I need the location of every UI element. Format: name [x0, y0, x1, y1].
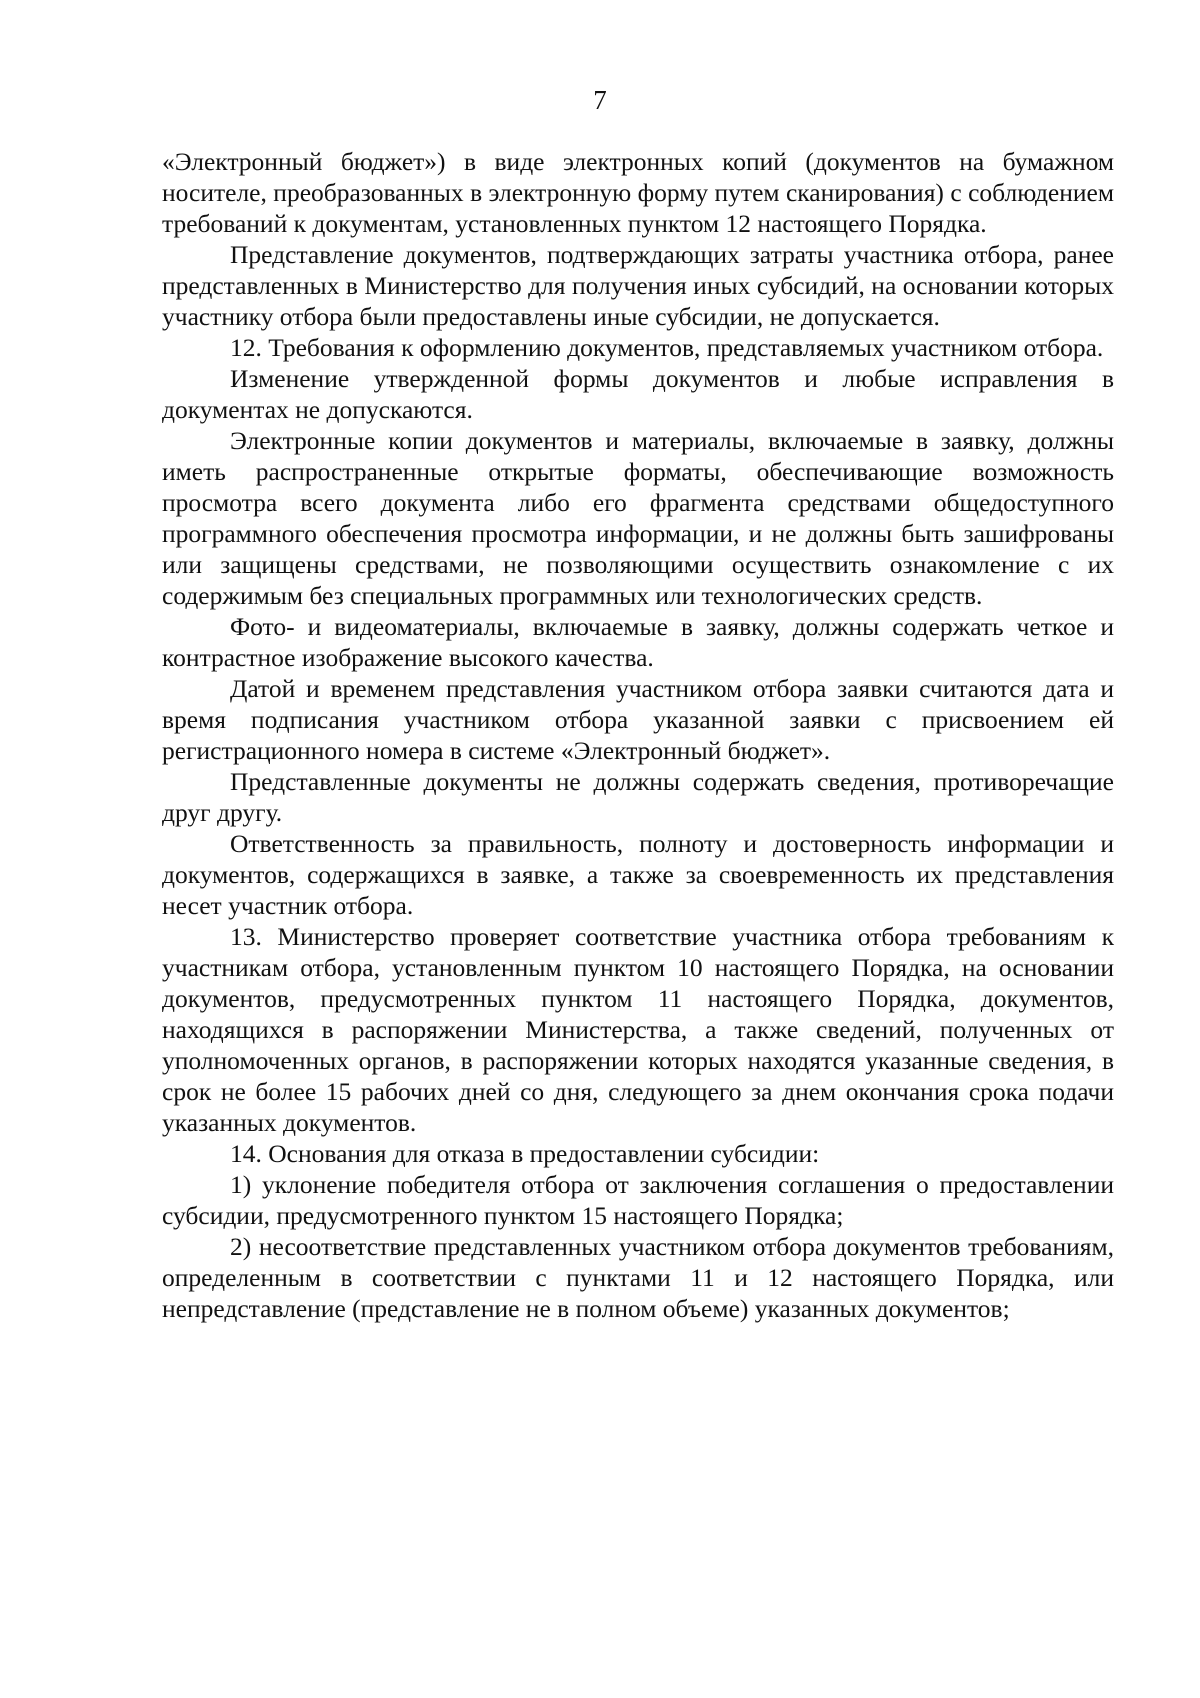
paragraph-submission-date: Датой и временем представления участником отбора заявки считаются дата и время подписания участником отбора указанной заявки с присвоением ей регистрационного номера в системе «Электронный бюджет». — [162, 674, 1114, 765]
page-number: 7 — [593, 85, 607, 115]
paragraph-continuation: «Электронный бюджет») в виде электронных копий (документов на бумажном носителе, преобразованных в электронную форму путем сканирования) с соблюдением требований к документам, установленных пунктом 12 настоящего Порядка. — [162, 147, 1114, 238]
document-body — [162, 146, 1114, 1324]
paragraph-subitem-2: 2) несоответствие представленных участником отбора документов требованиям, определенным в соответствии с пунктами 11 и 12 настоящего Порядка, или непредставление (представление не в полном объеме) указанных документов; — [162, 1232, 1114, 1323]
paragraph-item-12: 12. Требования к оформлению документов, представляемых участником отбора. — [230, 333, 1104, 362]
paragraph-no-changes: Изменение утвержденной формы документов и любые исправления в документах не допускаются. — [162, 364, 1114, 424]
paragraph-responsibility: Ответственность за правильность, полноту и достоверность информации и документов, содержащихся в заявке, а также за своевременность их представления несет участник отбора. — [162, 829, 1114, 920]
paragraph-item-14: 14. Основания для отказа в предоставлении субсидии: — [230, 1139, 820, 1168]
paragraph-electronic-copies: Электронные копии документов и материалы, включаемые в заявку, должны иметь распространенные открытые форматы, обеспечивающие возможность просмотра всего документа либо его фрагмента средствами общедоступного программного обеспечения просмотра информации, и не должны быть зашифрованы или защищены средствами, не позволяющими осуществить ознакомление с их содержимым без специальных программных или технологических средств. — [162, 426, 1114, 610]
paragraph-subitem-1: 1) уклонение победителя отбора от заключения соглашения о предоставлении субсидии, предусмотренного пунктом 15 настоящего Порядка; — [162, 1170, 1114, 1230]
paragraph-costs-documents: Представление документов, подтверждающих затраты участника отбора, ранее представленных в Министерство для получения иных субсидий, на основании которых участнику отбора были предоставлены иные субсидии, не допускается. — [162, 240, 1114, 331]
paragraph-no-contradictions: Представленные документы не должны содержать сведения, противоречащие друг другу. — [162, 767, 1114, 827]
paragraph-item-13: 13. Министерство проверяет соответствие участника отбора требованиям к участникам отбора, установленным пунктом 10 настоящего Порядка, на основании документов, предусмотренных пунктом 11 настоящего Порядка, документов, находящихся в распоряжении Министерства, а также сведений, полученных от уполномоченных органов, в распоряжении которых находятся указанные сведения, в срок не более 15 рабочих дней со дня, следующего за днем окончания срока подачи указанных документов. — [162, 922, 1114, 1137]
paragraph-photo-video: Фото- и видеоматериалы, включаемые в заявку, должны содержать четкое и контрастное изображение высокого качества. — [162, 612, 1114, 672]
